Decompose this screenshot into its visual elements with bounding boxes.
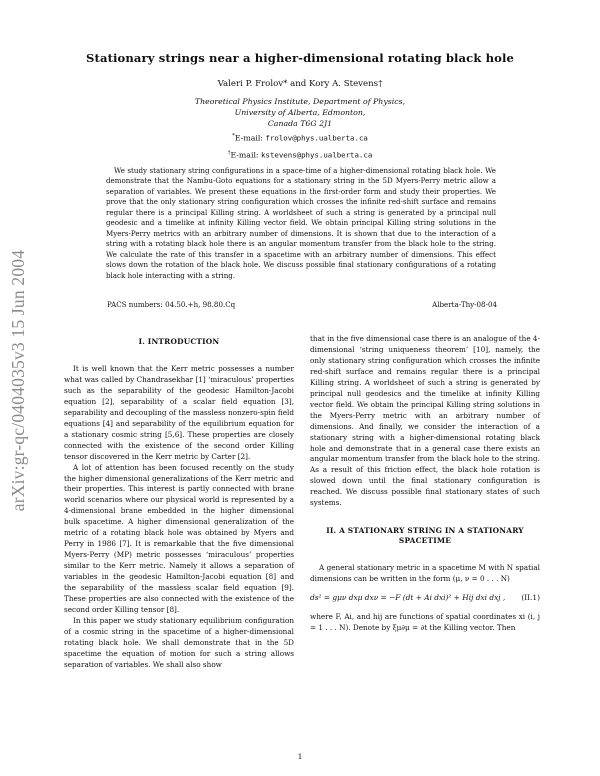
intro-paragraph-1: It is well known that the Kerr metric possesses a number what was called by Chandrasekhar [1] ‘miraculous’ properties such as the separability of the geodesic Hamilton-Jacobi equation [2], separability of a scalar field equation [3], separability and decoupling of the massless nonzero-spin field equations [4] and separability of the equilibrium equation for a stationary cosmic string [5,6]. These properties are closely connected with the existence of the second order Killing tensor discovered in the Kerr metric by Carter [2]. xyxy=(64,364,294,461)
email-address[interactable]: frolov@phys.ualberta.ca xyxy=(265,133,368,143)
email-stevens xyxy=(0,150,600,160)
intro-paragraph-3: In this paper we study stationary equilibrium configuration of a cosmic string in the spacetime of a higher-dimensional rotating black hole. We shall demonstrate that in the 5D spacetime the equation of motion for such a string allows separation of variables. We shall also show xyxy=(64,615,294,669)
right-column xyxy=(310,334,540,634)
intro-paragraph-2: A lot of attention has been focused recently on the study the higher dimensional generalizations of the Kerr metric and their properties. This interest is partly connected with brane world scenarios where our physical world is represented by a 4-dimensional brane embedded in the higher dimensional bulk spacetime. A higher dimensional generalization of the metric of a rotating black hole was obtained by Myers and Perry in 1986 [7]. It is remarkable that the five dimensional Myers-Perry (MP) metric possesses ‘miraculous’ properties similar to the Kerr metric. Namely it allows a separation of variables in the geodesic Hamilton-Jacobi equation [8] and the separability of the massless scalar field equation [9]. These properties are also connected with the existence of the second order Killing tensor [8]. xyxy=(64,462,294,614)
arxiv-stamp-text: arXiv:gr-qc/0404035v3 15 Jun 2004 xyxy=(8,249,29,511)
section-2 xyxy=(310,526,540,634)
abstract: We study stationary string configurations in a space-time of a higher-dimensional rotating black hole. We demonstrate that the Nambu-Goto equations for a stationary string in the 5D Myers-Perry metric allow a separation of variables. We present these equations in the first-order form and study their properties. We prove that the only stationary string configuration which crosses the infinite red-shift surface and remains regular there is a principal Killing string. A worldsheet of such a string is generated by a principal null geodesic and a timelike at infinity Killing vector field. We obtain principal Killing string solutions in the Myers-Perry metrics with an arbitrary number of dimensions. It is shown that due to the interaction of a string with a rotating black hole there is an angular momentum transfer from the black hole to the string. We calculate the rate of this transfer in a spacetime with an arbitrary number of dimensions. This effect slows down the rotation of the black hole. We discuss possible final stationary configurations of a rotating black hole interacting with a string. xyxy=(106,166,496,280)
authors: Valeri P. Frolov* and Kory A. Stevens† xyxy=(217,79,383,89)
section2-paragraph-2: where F, Ai, and hij are functions of spatial coordinates xi (i, j = 1 . . . N). Denote by ξμ∂μ = ∂t the Killing vector. Then xyxy=(310,612,540,633)
report-number: Alberta-Thy-08-04 xyxy=(432,300,497,309)
section-heading-line-1: II. A STATIONARY STRING IN A STATIONARY xyxy=(326,526,524,536)
affiliation-line-1: Theoretical Physics Institute, Department of Physics, xyxy=(194,97,406,106)
email-frolov xyxy=(0,133,600,143)
email-marker: † xyxy=(227,150,231,156)
equation-body: ds² = gμν dxμ dxν = −F (dt + Ai dxi)² + Hij dxi dxj , xyxy=(310,593,506,603)
email-label: E-mail: xyxy=(234,133,266,143)
affiliation-line-2: University of Alberta, Edmonton, xyxy=(234,108,366,118)
intro-continuation: that in the five dimensional case there is an analogue of the 4-dimensional ‘string uniqueness theorem’ [10], namely, the only stationary string configuration which crosses the infinite red-shift surface and remains regular there is a principal Killing string. A worldsheet of such a string is generated by principal null geodesics and the timelike at infinity Killing vector field. We obtain the principal Killing string solutions in the Myers-Perry metric with an arbitrary number of dimensions. And finally, we consider the interaction of a stationary string with a higher-dimensional rotating black hole and demonstrate that in a general case there exists an angular momentum transfer from the black hole to the string. As a result of this friction effect, the black hole rotation is slowed down until the final stationary configuration is reached. We discuss possible final stationary states of such systems. xyxy=(310,334,540,508)
arxiv-stamp xyxy=(4,210,34,550)
email-address[interactable]: kstevens@phys.ualberta.ca xyxy=(261,150,373,160)
section-heading-introduction: I. INTRODUCTION xyxy=(138,337,220,346)
affiliation-line-3: Canada T6G 2J1 xyxy=(267,119,333,129)
equation-II-1 xyxy=(310,593,540,604)
section-heading-stationary-string xyxy=(310,526,540,546)
section2-paragraph-1: A general stationary metric in a spacetime M with N spatial dimensions can be written in the form (μ, ν = 0 . . . N) xyxy=(310,563,540,584)
left-column xyxy=(64,337,294,671)
paper-title: Stationary strings near a higher-dimensional rotating black hole xyxy=(86,51,514,65)
email-marker: * xyxy=(232,133,235,139)
equation-number: (II.1) xyxy=(521,593,540,603)
email-label: E-mail: xyxy=(230,150,262,160)
section-heading-line-2: SPACETIME xyxy=(398,536,452,546)
affiliation xyxy=(0,96,600,130)
pacs-numbers: PACS numbers: 04.50.+h, 98.80.Cq xyxy=(107,300,236,309)
page-number: 1 xyxy=(297,752,303,761)
